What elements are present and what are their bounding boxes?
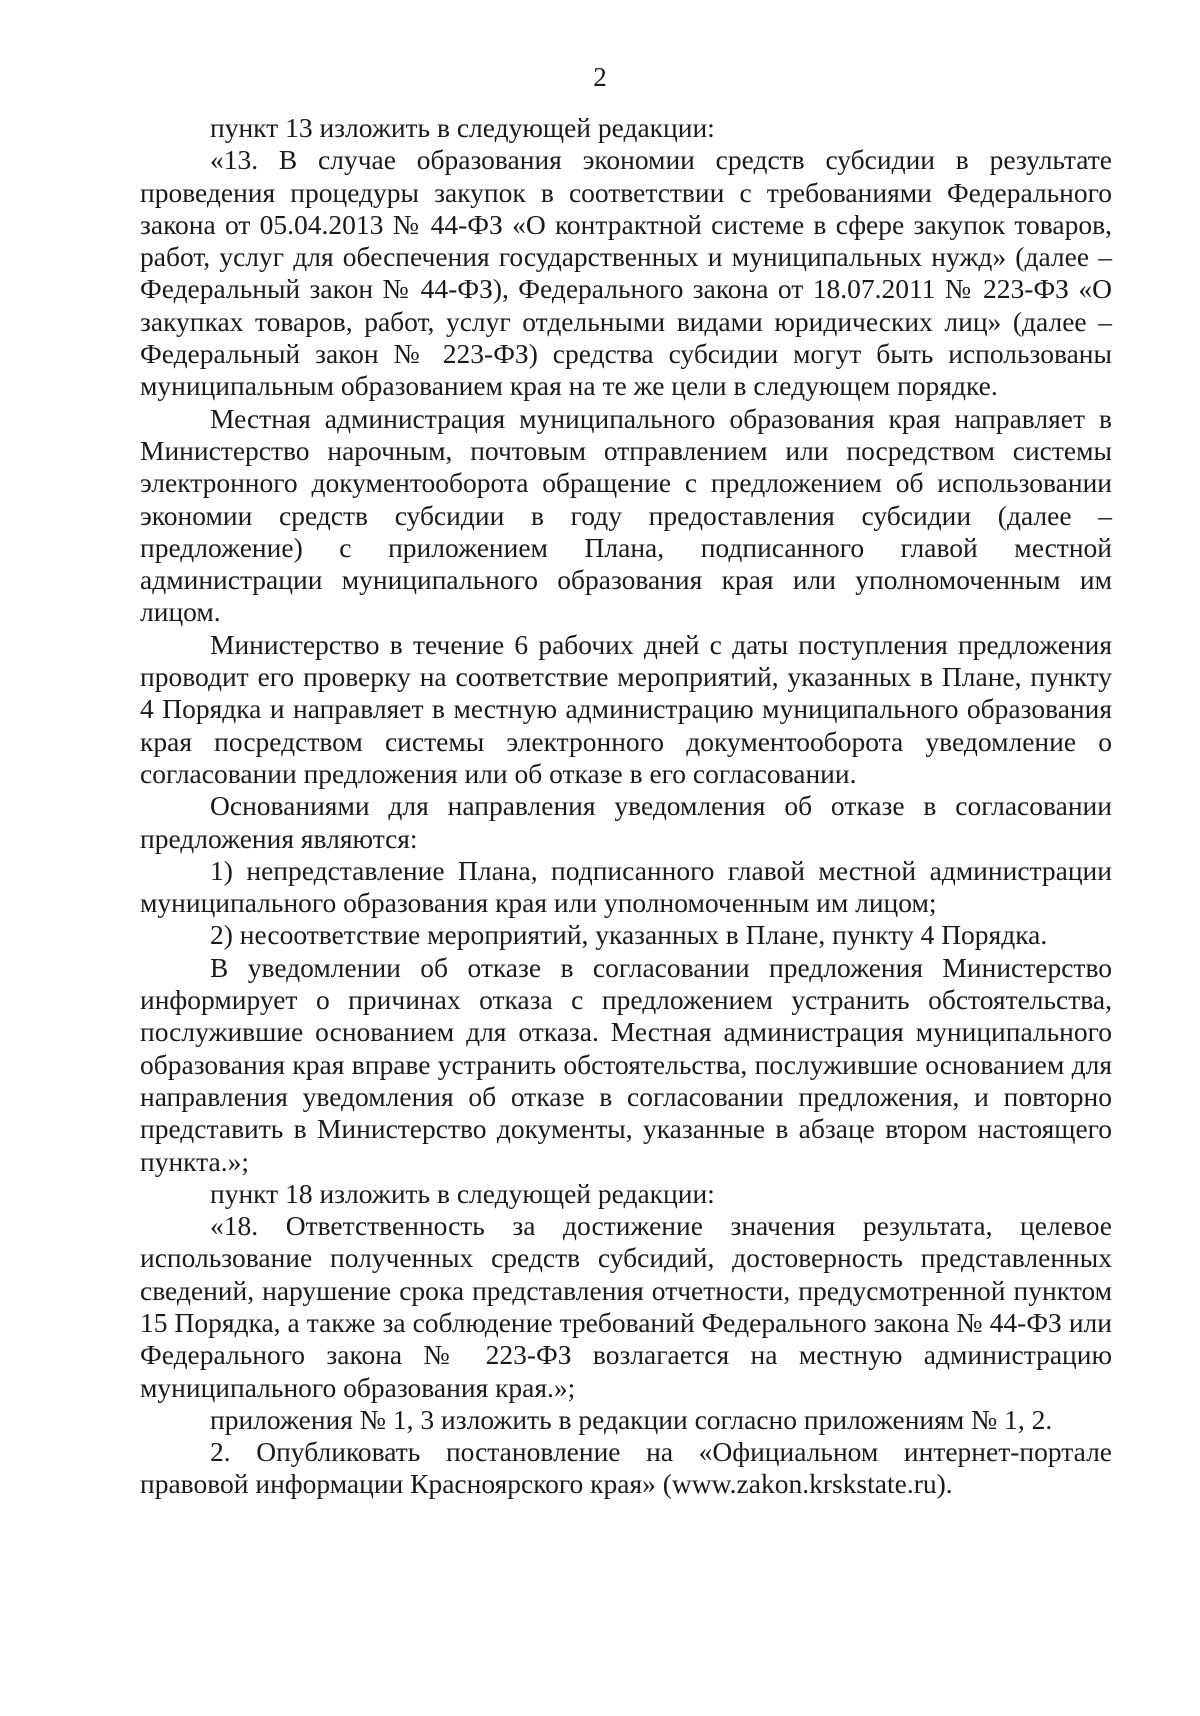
paragraph-ground-1: 1) непредставление Плана, подписанного главой местной администрации муниципального образования края или уполномоченным им лицом; [140, 854, 1112, 919]
paragraph-ground-2: 2) несоответствие мероприятий, указанных в Плане, пункту 4 Порядка. [210, 919, 1048, 951]
paragraph-appendices: приложения № 1, 3 изложить в редакции согласно приложениям № 1, 2. [210, 1403, 1053, 1435]
paragraph-refusal-grounds: Основаниями для направления уведомления об отказе в согласовании предложения являются: [140, 790, 1112, 854]
document-body [140, 112, 1112, 1501]
paragraph-refusal-notice: В уведомлении об отказе в согласовании предложения Министерство информирует о причинах отказа с предложением устранить обстоятельства, послужившие основанием для отказа. Местная администрация муниципального образования края вправе устранить обстоятельства, послужившие основанием для направления уведомления об отказе в согласовании предложения, и повторно представить в Министерство документы, указанные в абзаце втором настоящего пункта.»; [140, 951, 1112, 1177]
paragraph-intro-p13: пункт 13 изложить в следующей редакции: [210, 112, 715, 143]
paragraph-intro-p18: пункт 18 изложить в следующей редакции: [210, 1177, 715, 1209]
paragraph-p18-text: «18. Ответственность за достижение значения результата, целевое использование полученных средств субсидий, достоверность представленных сведений, нарушение срока представления отчетности, предусмотренной пунктом 15 Порядка, а также за соблюдение требований Федерального закона № 44-ФЗ или Федерального закона № 223-ФЗ возлагается на местную администрацию муниципального образования края.»; [140, 1210, 1112, 1403]
paragraph-publish: 2. Опубликовать постановление на «Официальном интернет-портале правовой информации Красноярского края» (www.zakon.krskstate.ru). [140, 1436, 1112, 1500]
paragraph-ministry-check: Министерство в течение 6 рабочих дней с даты поступления предложения проводит его проверку на соответствие мероприятий, указанных в Плане, пункту 4 Порядка и направляет в местную администрацию муниципального образования края посредством системы электронного документооборота уведомление о согласовании предложения или об отказе в его согласовании. [140, 628, 1112, 789]
paragraph-local-admin: Местная администрация муниципального образования края направляет в Министерство нарочным, почтовым отправлением или посредством системы электронного документооборота обращение с предложением об использовании экономии средств субсидии в году предоставления субсидии (далее – предложение) с приложением Плана, подписанного главой местной администрации муниципального образования края или уполномоченным им лицом. [140, 402, 1112, 628]
page-number: 2 [593, 62, 607, 92]
paragraph-p13-text: «13. В случае образования экономии средств субсидии в результате проведения процедуры закупок в соответствии с требованиями Федерального закона от 05.04.2013 № 44-ФЗ «О контрактной системе в сфере закупок товаров, работ, услуг для обеспечения государственных и муниципальных нужд» (далее – Федеральный закон № 44-ФЗ), Федерального закона от 18.07.2011 № 223-ФЗ «О закупках товаров, работ, услуг отдельными видами юридических лиц» (далее – Федеральный закон № 223-ФЗ) средства субсидии могут быть использованы муниципальным образованием края на те же цели в следующем порядке. [140, 144, 1112, 402]
